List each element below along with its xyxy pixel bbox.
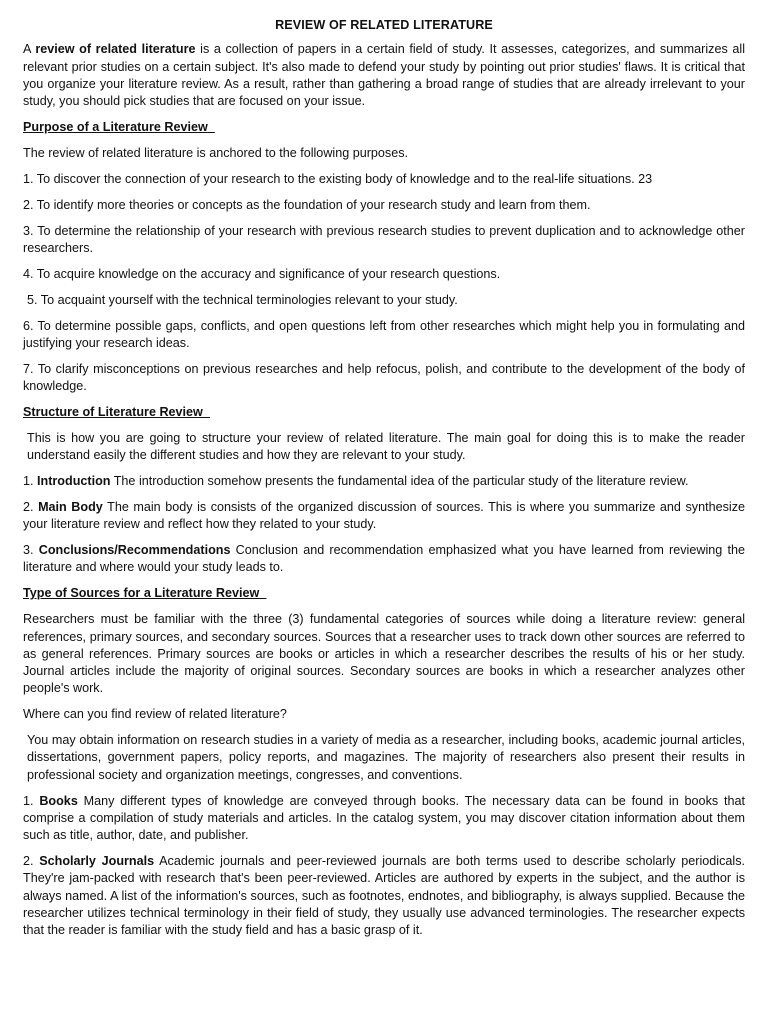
item-term: Books [39, 793, 78, 808]
item-number: 2. [23, 854, 40, 869]
sources-item [23, 853, 745, 939]
intro-paragraph [23, 41, 745, 110]
purpose-item: 4. To acquire knowledge on the accuracy and significance of your research questions. [23, 266, 501, 281]
purpose-item: 7. To clarify misconceptions on previous researches and help refocus, polish, and contribute to the development of the body of knowledge. [23, 361, 745, 394]
item-term: Main Body [38, 499, 103, 514]
item-term: Conclusions/Recommendations [38, 543, 231, 558]
purpose-item: 3. To determine the relationship of your research with previous research studies to prevent duplication and to acknowledge other researchers. [23, 223, 745, 255]
purpose-item: 6. To determine possible gaps, conflicts, and open questions left from other researches which might help you in formulating and justifying your research ideas. [23, 318, 745, 350]
item-term: Scholarly Journals [39, 854, 155, 869]
item-number: 3. [23, 543, 39, 558]
sources-paragraph: You may obtain information on research studies in a variety of media as a researcher, including books, academic journal articles, dissertations, government papers, policy reports, and magazines. The majority of researchers also present their results in professional society and organization meetings, congresses, and conventions. [27, 733, 745, 782]
intro-text: is a collection of papers in a certain field of study. It assesses, categorizes, and summarizes all relevant prior studies on a certain subject. It's also made to defend your study by pointing out prior studies' flaws. It is critical that you organize your literature review. As a result, rather than gathering a broad range of studies that are already irrelevant to your study, you should pick studies that are focused on your issue. [23, 42, 745, 109]
intro-bold-term: review of related literature [35, 42, 196, 57]
document-title: REVIEW OF RELATED LITERATURE [275, 18, 493, 32]
purpose-lead: The review of related literature is anchored to the following purposes. [23, 145, 409, 160]
item-term: Introduction [37, 474, 111, 489]
intro-lead: A [23, 42, 36, 57]
sources-heading: Type of Sources for a Literature Review [23, 586, 260, 601]
sources-item [23, 793, 745, 845]
item-text: Many different types of knowledge are conveyed through books. The necessary data can be found in books that comprise a compilation of study materials and articles. In the catalog system, you may discover citation information about them such as title, author, date, and publisher. [23, 793, 745, 843]
document-page [23, 17, 745, 948]
purpose-item: 2. To identify more theories or concepts as the foundation of your research study and learn from them. [23, 197, 591, 212]
item-text: The introduction somehow presents the fundamental idea of the particular study of the literature review. [110, 474, 689, 489]
item-text: The main body is consists of the organized discussion of sources. This is where you summarize and synthesize your literature review and reflect how they related to your study. [23, 499, 745, 532]
structure-heading: Structure of Literature Review [23, 404, 203, 419]
structure-item [23, 499, 745, 534]
purpose-item: 5. To acquaint yourself with the technical terminologies relevant to your study. [27, 292, 458, 307]
sources-question: Where can you find review of related literature? [23, 707, 287, 722]
purpose-heading: Purpose of a Literature Review [23, 120, 208, 135]
item-text: Academic journals and peer-reviewed journals are both terms used to describe scholarly periodicals. They're jam-packed with research that's been peer-reviewed. Articles are authored by experts in the subject, and the author is always named. A list of the information's sources, such as footnotes, endnotes, and bibliography, is always supplied. Because the researcher utilizes technical terminology in their field of study, they usually use advanced terminologies. The researcher expects that the reader is familiar with the study field and has a basic grasp of it. [23, 854, 745, 938]
item-number: 1. [23, 474, 38, 489]
structure-item [23, 542, 745, 577]
structure-lead: This is how you are going to structure your review of related literature. The main goal for doing this is to make the reader understand easily the different studies and how they are relevant to your study. [27, 430, 745, 463]
item-number: 2. [23, 499, 39, 514]
purpose-item: 1. To discover the connection of your research to the existing body of knowledge and to the real-life situations. 23 [23, 171, 653, 186]
sources-paragraph: Researchers must be familiar with the three (3) fundamental categories of sources while doing a literature review: general references, primary sources, and secondary sources. Sources that a researcher uses to track down other sources are referred to as general references. Primary sources are books or articles in which a researcher describes the results of his or her study. Journal articles include the majority of original sources. Secondary sources are books in which a researcher analyzes other people's work. [23, 612, 745, 696]
item-text: Conclusion and recommendation emphasized what you have learned from reviewing the literature and where would your study leads to. [23, 543, 745, 575]
item-number: 1. [23, 793, 40, 808]
structure-item [23, 473, 745, 490]
